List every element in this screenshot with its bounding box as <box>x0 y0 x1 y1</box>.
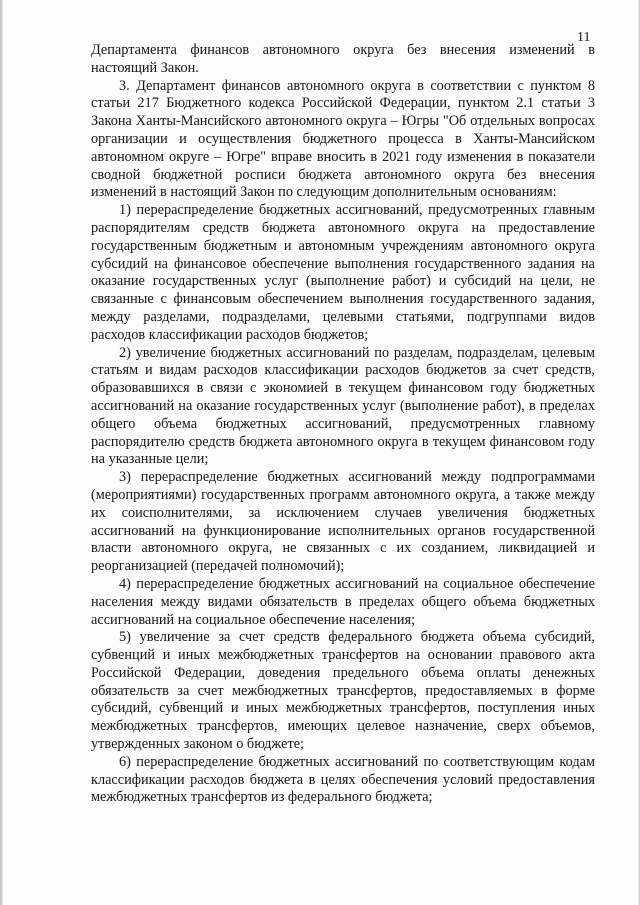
list-item-1: 1) перераспределение бюджетных ассигнований, предусмотренных главным распорядителям средств бюджета автономного округа на предоставление государственным бюджетным и автономным учреждениям автономного округа субсидий на финансовое обеспечение выполнения государственного задания на оказание государственных услуг (выполнение работ) и субсидий на цели, не связанные с финансовым обеспечением выполнения государственного задания, между разделами, подразделами, целевыми статьями, подгруппами видов расходов классификации расходов бюджетов; <box>91 202 595 343</box>
paragraph-item-3: 3. Департамент финансов автономного округа в соответствии с пунктом 8 статьи 217 Бюджетного кодекса Российской Федерации, пунктом 2.1 статьи 3 Закона Ханты-Мансийского автономного округа – Югры "Об отдельных вопросах организации и осуществления бюджетного процесса в Ханты-Мансийском автономном округе – Югре" вправе вносить в 2021 году изменения в показатели сводной бюджетной росписи бюджета автономного округа без внесения изменений в настоящий Закон по следующим дополнительным основаниям: <box>91 77 595 201</box>
list-item-5: 5) увеличение за счет средств федерального бюджета объема субсидий, субвенций и иных межбюджетных трансфертов на основании правового акта Российской Федерации, доведения предельного объема оплаты денежных обязательств за счет межбюджетных трансфертов, предоставляемых в форме субсидий, субвенций и иных межбюджетных трансфертов, поступления иных межбюджетных трансфертов, имеющих целевое назначение, сверх объемов, утвержденных законом о бюджете; <box>91 629 595 753</box>
paragraph-continuation: Департамента финансов автономного округа без внесения изменений в настоящий Закон. <box>91 42 595 76</box>
list-item-2: 2) увеличение бюджетных ассигнований по разделам, подразделам, целевым статьям и видам расходов классификации расходов бюджетов за счет средств, образовавшихся в связи с экономией в текущем финансовом году бюджетных ассигнований на оказание государственных услуг (выполнение работ), в пределах общего объема бюджетных ассигнований, предусмотренных главному распорядителю средств бюджета автономного округа в текущем финансовом году на указанные цели; <box>91 344 595 468</box>
list-item-4: 4) перераспределение бюджетных ассигнований на социальное обеспечение населения между видами обязательств в пределах общего объема бюджетных ассигнований на социальное обеспечение населения; <box>91 575 595 628</box>
scan-left-edge <box>0 0 3 905</box>
page-number: 11 <box>577 30 591 45</box>
list-item-3: 3) перераспределение бюджетных ассигнований между подпрограммами (мероприятиями) государственных программ автономного округа, а также между их соисполнителями, за исключением случаев увеличения бюджетных ассигнований на функционирование исполнительных органов государственной власти автономного округа, не связанных с их созданием, ликвидацией и реорганизацией (передачей полномочий); <box>91 469 595 575</box>
list-item-6: 6) перераспределение бюджетных ассигнований по соответствующим кодам классификации расходов бюджета в целях обеспечения условий предоставления межбюджетных трансфертов из федерального бюджета; <box>91 753 595 806</box>
document-body <box>91 42 595 807</box>
